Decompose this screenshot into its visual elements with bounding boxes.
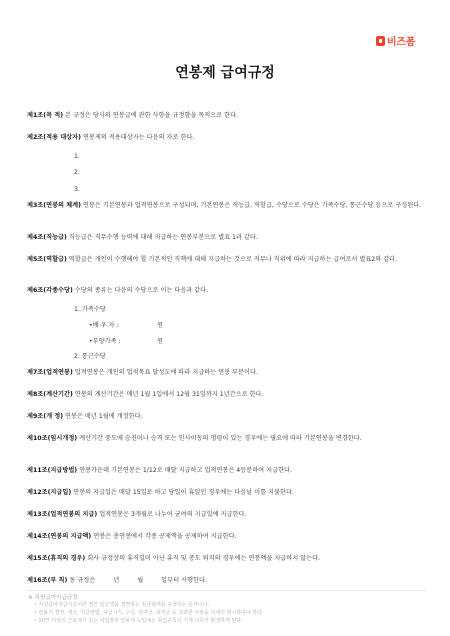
article-16-tail: 일부터 시행한다.: [161, 577, 207, 584]
article-4-text: 직능급은 직무수행 능력에 대해 지급하는 연봉부분으로 별표 1과 같다.: [68, 234, 258, 241]
dependent-unit: 원: [157, 338, 163, 345]
article-10: [27, 434, 425, 444]
article-4-heading: 제4조(직능급): [27, 234, 67, 241]
article-6-text: 수당의 종류는 다음의 수당으로 이는 다음과 같다.: [74, 287, 209, 294]
article-8: [27, 390, 425, 400]
article-14-text: 연봉은 총연봉에서 각종 공제액을 공제하여 지급한다.: [93, 533, 237, 540]
article-7-text: 업적연봉은 개인의 업적목표 달성도에 따라 지급하는 연봉 부분이다.: [74, 369, 258, 376]
spouse-unit: 원: [157, 322, 163, 329]
brand-logo: [376, 33, 415, 48]
article-11-text: 연봉가운데 기본연봉은 1/12로 매달 지급하고 업적연봉은 4등분하여 지급한다.: [79, 467, 292, 474]
article-4: [27, 233, 425, 243]
family-allowance-item: 1. 가족수당: [74, 306, 106, 313]
article-14-heading: 제14조(연봉의 지급액): [27, 533, 92, 540]
notes-title: ※ 직원급여지급규정:: [28, 595, 80, 601]
article-1-heading: 제1조(목 적): [27, 112, 64, 119]
article-13-text: 업적연봉은 3개월로 나누어 균여의 지급일에 지급한다.: [99, 511, 247, 518]
article-5-text: 역할급은 개인이 수행해야 할 기본적인 직책에 대해 지급하는 것으로 직무나 직위에 따라 지급하는 급여로서 별표2와 같다.: [68, 256, 398, 263]
article-5-heading: 제5조(역할급): [27, 256, 67, 263]
article-13: [27, 510, 425, 520]
article-5: [27, 255, 425, 265]
article-9-heading: 제9조(개 정): [27, 413, 64, 420]
article-2: [27, 133, 425, 143]
article-11: [27, 466, 425, 476]
article-7: [27, 368, 425, 378]
article-2-item-3: 3.: [74, 186, 80, 193]
article-8-heading: 제8조(계산기간): [27, 391, 73, 398]
article-3-text: 연봉은 기본연봉과 업적연봉으로 구성되며, 기본연봉은 직능급, 역할급, 수당으로 수당은 가족수당, 통근수당 등으로 구성된다.: [82, 202, 422, 209]
article-9-text: 연봉은 매년 1월에 개정한다.: [65, 413, 143, 420]
article-6: [27, 286, 425, 296]
article-3-heading: 제3조(연봉의 체계): [27, 202, 81, 209]
article-7-heading: 제7조(업적연봉): [27, 369, 73, 376]
article-12-text: 연봉의 지급일은 매달 15일로 하고 당일이 휴일인 경우에는 다음날 이를 지불한다.: [73, 489, 294, 496]
article-2-item-2: 2.: [74, 169, 80, 176]
article-11-heading: 제11조(지급방법): [27, 467, 78, 474]
article-15: [27, 554, 425, 564]
article-16-year: 년: [113, 577, 120, 584]
brand-logo-icon: [376, 36, 385, 46]
article-6-heading: 제6조(각종수당): [27, 287, 73, 294]
article-16: [27, 576, 425, 586]
document-title: 연봉제 급여규정: [175, 65, 275, 81]
article-9: [27, 412, 425, 422]
article-3: [27, 201, 425, 211]
article-8-text: 연봉의 계산기간은 매년 1월 1일에서 12월 31일까지 1년간으로 한다.: [74, 391, 264, 398]
article-1: [27, 111, 425, 121]
article-10-text: 계산기간 중도에 승진이나 승격 또는 인사이동의 명령이 있는 경우에는 필요에 따라 기본연봉을 변경한다.: [79, 435, 362, 442]
article-2-item-1: 1.: [74, 153, 80, 160]
note-line-3: • 10인 이상의 근로자가 있는 사업장의 연봉제 도입에는 취업규칙의 기재 의무가 발생하게 된다.: [34, 617, 243, 625]
note-line-1: • 직원급여지급기준이란 연간 임금액을 결정하는 임금형태를 규정하는 문서이다.: [34, 601, 209, 609]
article-1-text: 본 규정은 당사의 연봉급에 관한 사항을 규정함을 목적으로 한다.: [65, 112, 239, 119]
article-16-month: 월: [137, 577, 144, 584]
brand-name: 비즈폼: [387, 37, 416, 48]
article-16-text: 동 규정은: [69, 577, 96, 584]
note-line-2: • 연봉의 결정, 계산, 지급방법, 지급시기, 수당, 상여금, 퇴직금 등 고려한 사항을 자세히 명시하여야 한다.: [34, 609, 264, 617]
dependent-label: •부양가족 :: [89, 338, 121, 345]
article-15-text: 회사 규정상의 휴직일이 아닌 휴직 및 중도 퇴직의 경우에는 연봉액을 지급하지 않는다.: [87, 555, 321, 562]
article-10-heading: 제10조(임시개정): [27, 435, 78, 442]
commute-allowance-item: 2. 통근수당: [74, 353, 106, 360]
article-15-heading: 제15조(휴직의 경우): [27, 555, 86, 562]
article-2-text: 연봉제의 적용대상자는 다음의 자로 한다.: [82, 134, 195, 141]
spouse-label: •배 우 자 :: [89, 322, 119, 329]
article-12: [27, 488, 425, 498]
article-2-heading: 제2조(적용 대상자): [27, 134, 81, 141]
article-16-heading: 제16조(부 칙): [27, 577, 68, 584]
article-13-heading: 제13조(업적연봉의 지급): [27, 511, 98, 518]
article-12-heading: 제12조(지급일): [27, 489, 72, 496]
article-14: [27, 532, 425, 542]
